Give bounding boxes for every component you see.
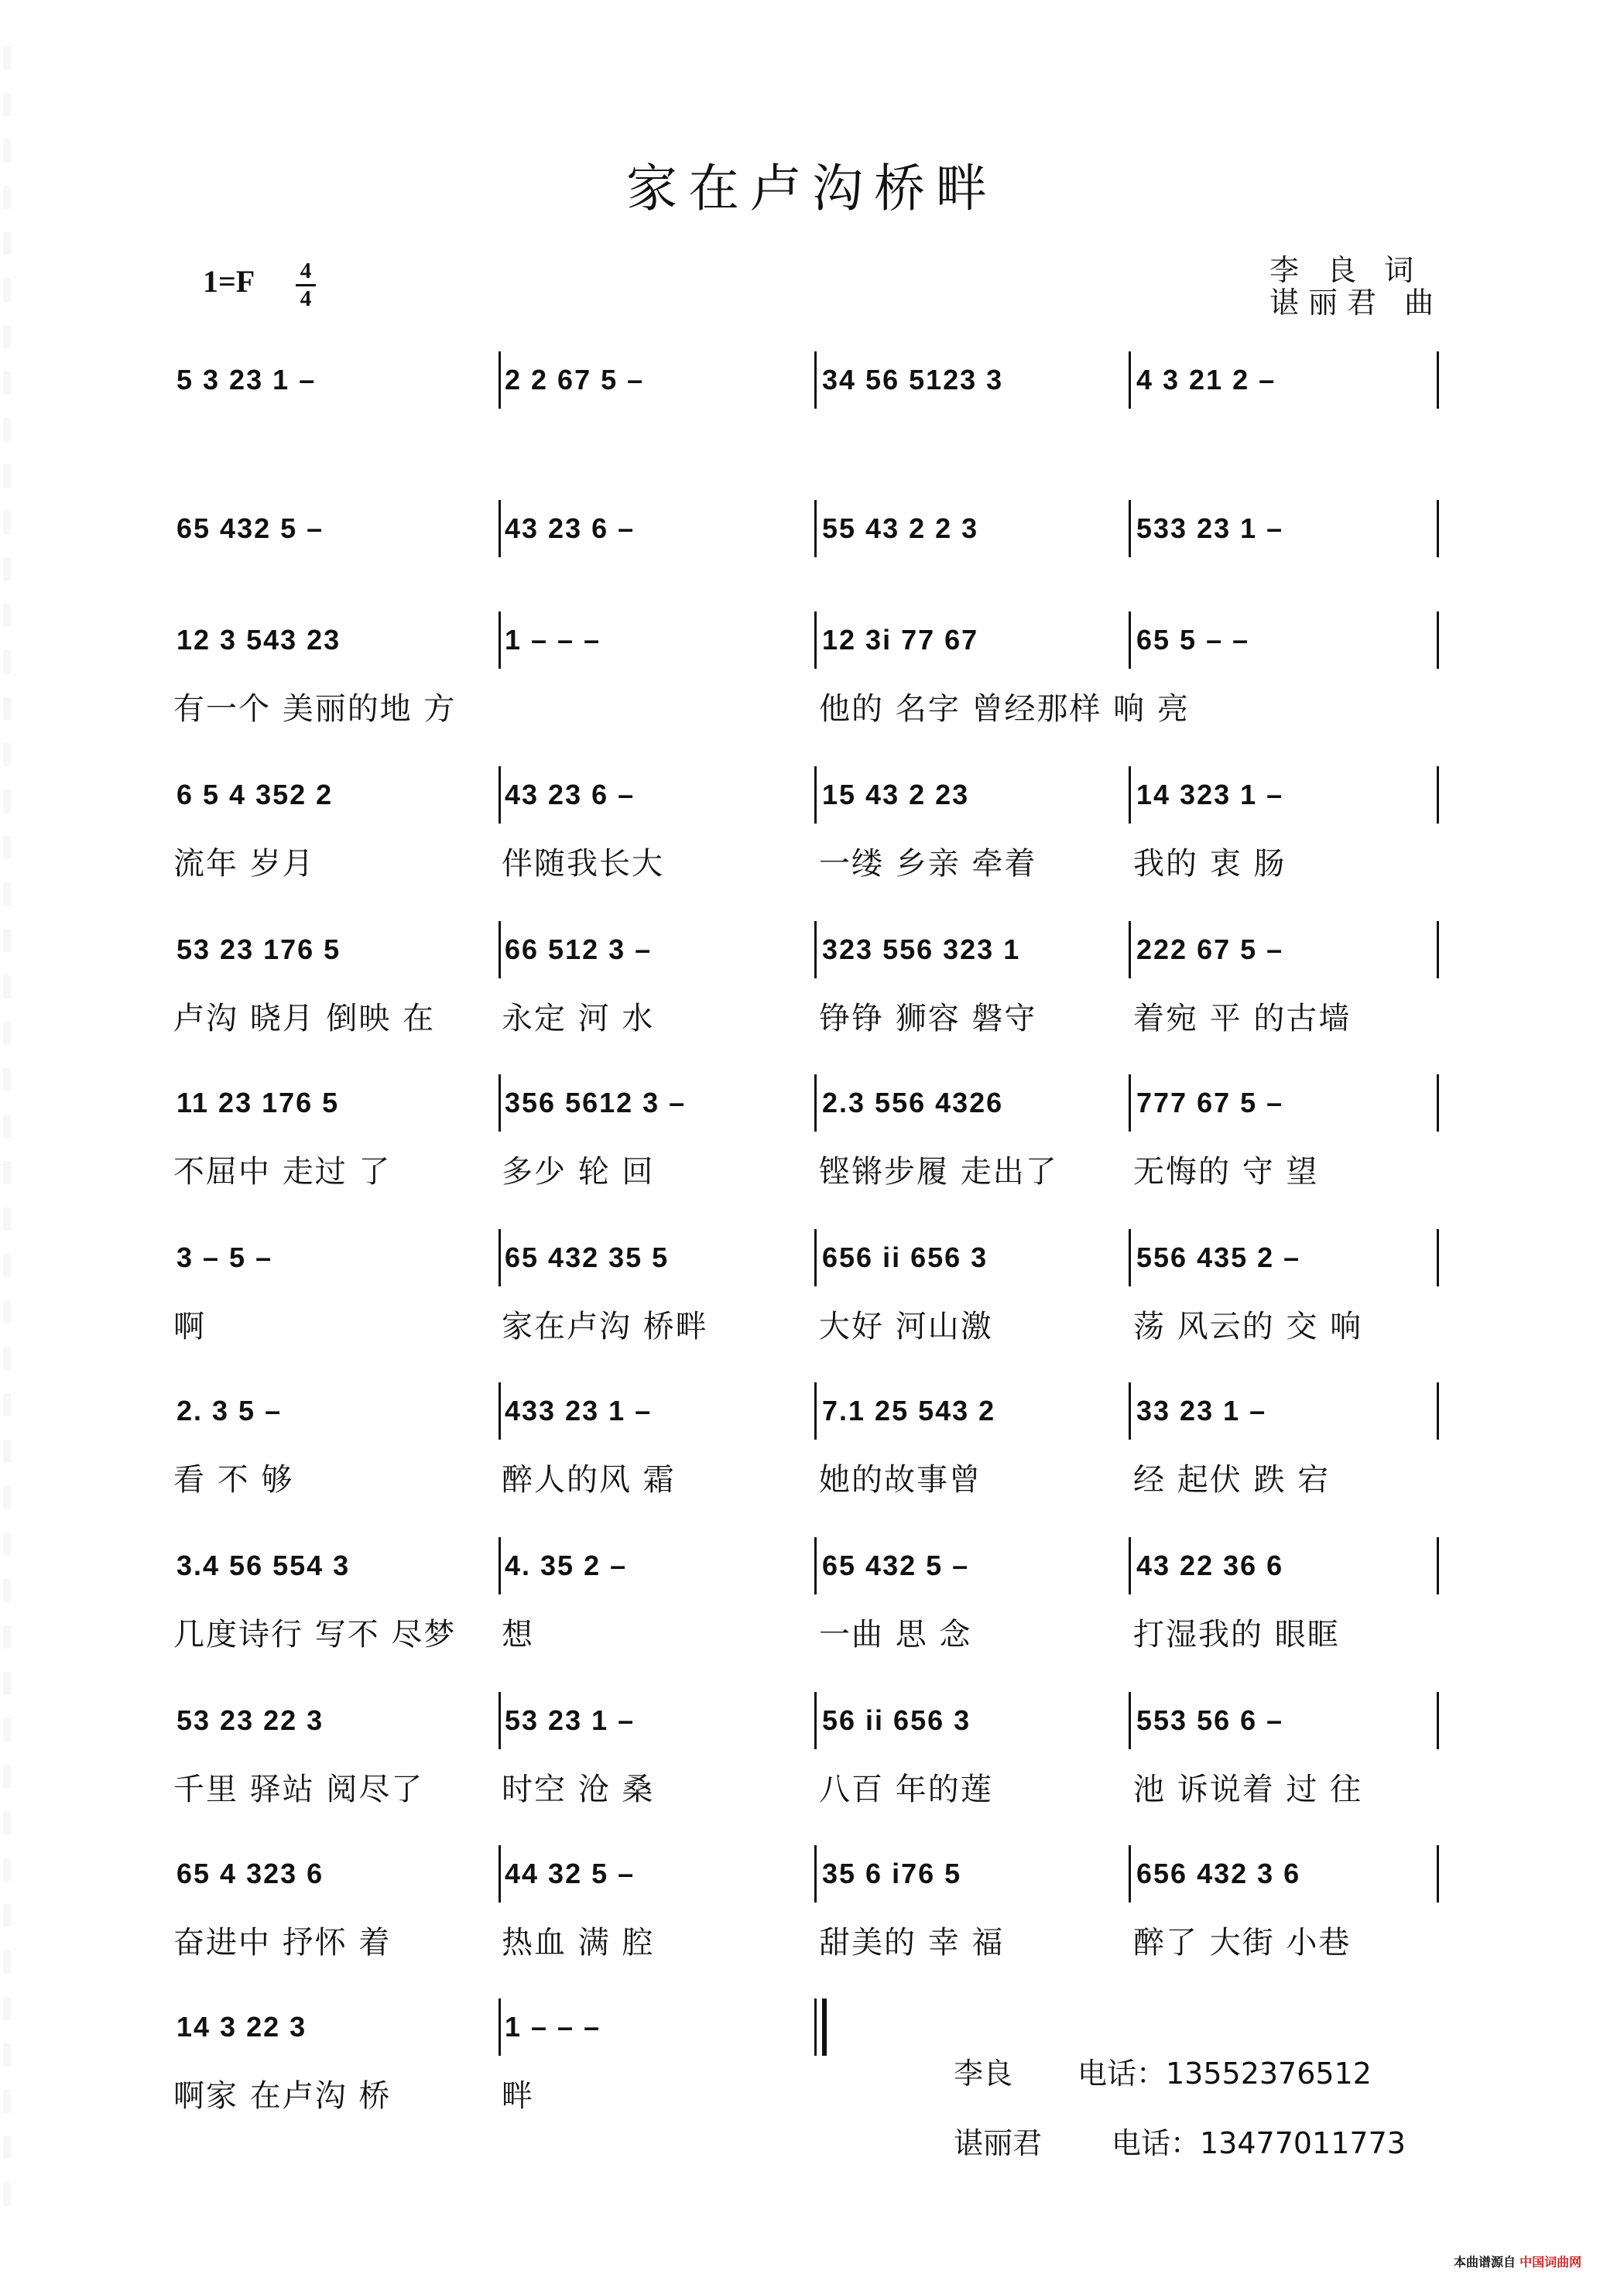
lyric-line: 啊	[173, 1309, 206, 1344]
bar-line	[499, 351, 501, 409]
bar-line	[1129, 1229, 1131, 1286]
lyric-line: 永定 河 水	[502, 1001, 655, 1036]
measure-notes: 34 56 5123 3	[822, 364, 1004, 396]
measure-notes: 14 3 22 3	[176, 2011, 307, 2043]
bar-line	[1129, 351, 1131, 409]
bar-line	[814, 1845, 817, 1903]
measure-notes: 2 2 67 5 –	[505, 364, 645, 396]
measure-notes: 4 3 21 2 –	[1136, 364, 1276, 396]
lyric-line: 醉了 大街 小巷	[1133, 1925, 1352, 1961]
bar-line	[1129, 1692, 1131, 1749]
lyric-line: 看 不 够	[173, 1462, 294, 1498]
lyric-line: 她的故事曾	[819, 1462, 982, 1498]
page-title: 家在卢沟桥畔	[626, 159, 998, 218]
bar-line	[1437, 611, 1439, 669]
lyric-line: 热血 满 腔	[502, 1925, 655, 1961]
measure-notes: 1 – – –	[505, 624, 601, 656]
bar-line	[1129, 1845, 1131, 1903]
bar-line	[1129, 921, 1131, 978]
measure-notes: 65 4 323 6	[176, 1858, 324, 1889]
bar-line	[1437, 1692, 1439, 1749]
lyric-line: 荡 风云的 交 响	[1133, 1309, 1363, 1344]
bar-line	[814, 921, 817, 978]
bar-line	[1437, 1382, 1439, 1440]
measure-notes: 533 23 1 –	[1136, 512, 1284, 544]
watermark-source: 本曲谱源自	[1454, 2255, 1516, 2269]
measure-notes: 656 ii 656 3	[822, 1242, 988, 1273]
measure-notes: 66 512 3 –	[505, 933, 653, 965]
lyric-line: 时空 沧 桑	[502, 1772, 655, 1807]
bar-line	[499, 1537, 501, 1594]
measure-notes: 7.1 25 543 2	[822, 1395, 996, 1426]
measure-notes: 65 5 – –	[1136, 624, 1250, 656]
measure-notes: 3.4 56 554 3	[176, 1550, 351, 1581]
bar-line	[1437, 1537, 1439, 1594]
measure-notes: 55 43 2 2 3	[822, 512, 979, 544]
measure-notes: 65 432 5 –	[176, 512, 324, 544]
bar-line	[1437, 1845, 1439, 1903]
lyric-line: 几度诗行 写不 尽梦	[173, 1617, 457, 1653]
lyric-line: 卢沟 晓月 倒映 在	[173, 1001, 436, 1036]
watermark-site: 中国词曲网	[1520, 2255, 1582, 2269]
bar-line	[499, 1998, 501, 2056]
lyric-line: 我的 衷 肠	[1133, 846, 1287, 882]
bar-line	[499, 1074, 501, 1132]
time-signature-bottom: 4	[296, 284, 316, 312]
measure-notes: 65 432 35 5	[505, 1242, 670, 1273]
contact-name-2: 谌丽君	[954, 2126, 1043, 2160]
lyric-line: 流年 岁月	[173, 846, 315, 882]
lyric-line: 经 起伏 跌 宕	[1133, 1462, 1331, 1498]
bar-line	[1437, 500, 1439, 557]
measure-notes: 43 22 36 6	[1136, 1550, 1284, 1581]
measure-notes: 556 435 2 –	[1136, 1242, 1301, 1273]
measure-notes: 53 23 22 3	[176, 1704, 324, 1736]
bar-line	[814, 1692, 817, 1749]
bar-line	[814, 611, 817, 669]
measure-notes: 1 – – –	[505, 2011, 601, 2043]
bar-line	[499, 1845, 501, 1903]
bar-line	[499, 766, 501, 824]
bar-line	[814, 351, 817, 409]
measure-notes: 44 32 5 –	[505, 1858, 636, 1889]
contact-phone-1: 电话：13552376512	[1078, 2057, 1372, 2091]
measure-notes: 4. 35 2 –	[505, 1550, 628, 1581]
lyric-line: 想	[502, 1617, 534, 1653]
lyric-line: 打湿我的 眼眶	[1133, 1617, 1340, 1653]
measure-notes: 5 3 23 1 –	[176, 364, 317, 396]
bar-line	[1129, 500, 1131, 557]
lyric-line: 奋进中 抒怀 着	[173, 1925, 392, 1961]
time-signature-top: 4	[300, 259, 312, 283]
measure-notes: 15 43 2 23	[822, 779, 970, 810]
lyric-line: 铿锵步履 走出了	[819, 1154, 1058, 1190]
measure-notes: 65 432 5 –	[822, 1550, 970, 1581]
lyric-line: 他的 名字 曾经那样 响 亮	[819, 691, 1190, 727]
measure-notes: 11 23 176 5	[176, 1087, 340, 1118]
measure-notes: 777 67 5 –	[1136, 1087, 1284, 1118]
lyric-line: 甜美的 幸 福	[819, 1925, 1005, 1961]
measure-notes: 35 6 i76 5	[822, 1858, 962, 1889]
lyric-line: 家在卢沟 桥畔	[502, 1309, 708, 1344]
measure-notes: 656 432 3 6	[1136, 1858, 1301, 1889]
lyric-line: 啊家 在卢沟 桥	[173, 2078, 392, 2114]
lyric-line: 醉人的风 霜	[502, 1462, 676, 1498]
measure-notes: 14 323 1 –	[1136, 779, 1284, 810]
bar-line	[1437, 1074, 1439, 1132]
bar-line	[1129, 766, 1131, 824]
lyric-line: 一缕 乡亲 牵着	[819, 846, 1037, 882]
lyric-line: 千里 驿站 阅尽了	[173, 1772, 424, 1807]
measure-notes: 323 556 323 1	[822, 933, 1021, 965]
measure-notes: 53 23 176 5	[176, 933, 341, 965]
bar-line	[499, 1229, 501, 1286]
time-signature	[296, 259, 316, 312]
lyric-line: 不屈中 走过 了	[173, 1154, 392, 1190]
bar-line	[814, 1998, 817, 2056]
bar-line	[814, 766, 817, 824]
bar-line	[499, 1692, 501, 1749]
measure-notes: 33 23 1 –	[1136, 1395, 1267, 1426]
lyric-line: 着宛 平 的古墙	[1133, 1001, 1352, 1036]
bar-line	[499, 611, 501, 669]
bar-line	[1437, 921, 1439, 978]
lyricist-credit: 李 良 词	[1269, 253, 1424, 287]
key-signature: 1=F	[203, 264, 255, 299]
lyric-line: 有一个 美丽的地 方	[173, 691, 457, 727]
bar-line	[1437, 1229, 1439, 1286]
lyric-line: 八百 年的莲	[819, 1772, 993, 1807]
lyric-line: 大好 河山激	[819, 1309, 993, 1344]
bar-line	[814, 1537, 817, 1594]
lyric-line: 畔	[502, 2078, 534, 2114]
measure-notes: 6 5 4 352 2	[176, 779, 334, 810]
lyric-line: 一曲 思 念	[819, 1617, 972, 1653]
final-bar-line	[822, 1998, 827, 2056]
measure-notes: 2. 3 5 –	[176, 1395, 283, 1426]
measure-notes: 12 3i 77 67	[822, 624, 979, 656]
side-watermark-strip	[3, 46, 11, 2214]
bar-line	[1129, 611, 1131, 669]
bar-line	[814, 1074, 817, 1132]
bar-line	[1437, 351, 1439, 409]
contact-name-1: 李良	[954, 2057, 1013, 2091]
bar-line	[1437, 766, 1439, 824]
lyric-line: 铮铮 狮容 磐守	[819, 1001, 1037, 1036]
lyric-line: 多少 轮 回	[502, 1154, 655, 1190]
bar-line	[1129, 1074, 1131, 1132]
measure-notes: 53 23 1 –	[505, 1704, 636, 1736]
bar-line	[499, 921, 501, 978]
measure-notes: 433 23 1 –	[505, 1395, 653, 1426]
measure-notes: 222 67 5 –	[1136, 933, 1284, 965]
measure-notes: 43 23 6 –	[505, 779, 636, 810]
bar-line	[499, 1382, 501, 1440]
bar-line	[814, 1229, 817, 1286]
source-watermark	[1454, 2252, 1581, 2270]
contact-phone-2: 电话：13477011773	[1112, 2126, 1406, 2160]
bar-line	[814, 500, 817, 557]
bar-line	[814, 1382, 817, 1440]
bar-line	[499, 500, 501, 557]
measure-notes: 43 23 6 –	[505, 512, 636, 544]
measure-notes: 56 ii 656 3	[822, 1704, 971, 1736]
measure-notes: 2.3 556 4326	[822, 1087, 1004, 1118]
measure-notes: 553 56 6 –	[1136, 1704, 1284, 1736]
bar-line	[1129, 1382, 1131, 1440]
measure-notes: 12 3 543 23	[176, 624, 341, 656]
measure-notes: 356 5612 3 –	[505, 1087, 687, 1118]
lyric-line: 池 诉说着 过 往	[1133, 1772, 1363, 1807]
lyric-line: 无悔的 守 望	[1133, 1154, 1319, 1190]
measure-notes: 3 – 5 –	[176, 1242, 273, 1273]
bar-line	[1129, 1537, 1131, 1594]
composer-credit: 谌丽君 曲	[1269, 286, 1444, 320]
lyric-line: 伴随我长大	[502, 846, 664, 882]
